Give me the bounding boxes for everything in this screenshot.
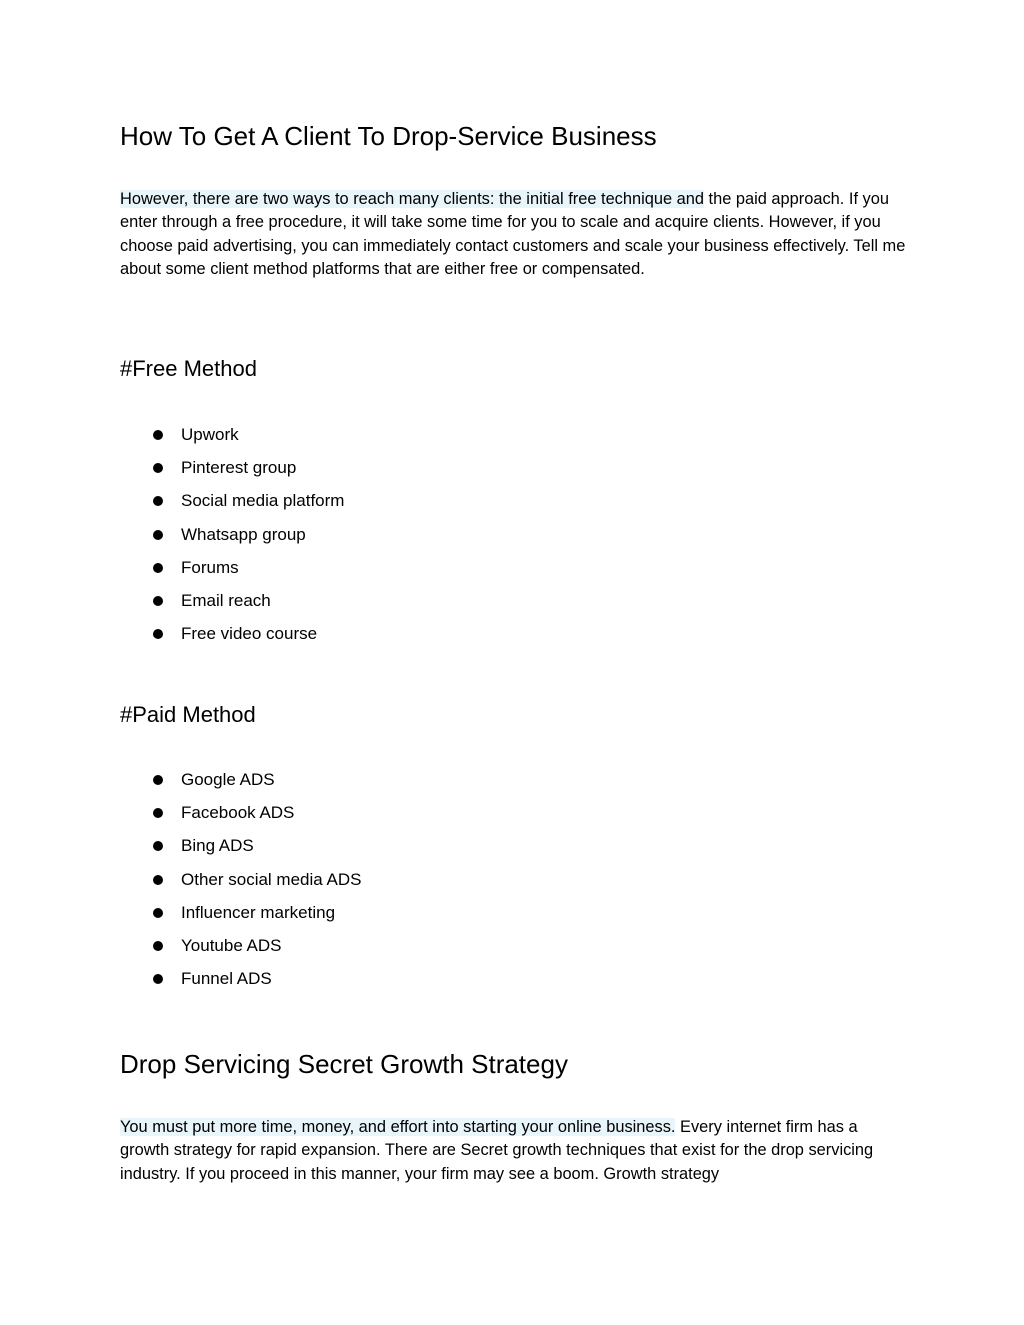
list-item-label: Forums [181, 557, 239, 577]
list-item-label: Upwork [181, 425, 239, 444]
list-item-label: Facebook ADS [181, 803, 295, 823]
intro-paragraph [120, 188, 910, 281]
paid-method-heading: #Paid Method [120, 702, 256, 727]
bullet-icon [153, 430, 163, 440]
bullet-icon [153, 629, 163, 639]
bullet-icon [153, 530, 163, 540]
section-title-get-client: How To Get A Client To Drop-Service Business [120, 121, 657, 151]
list-item-label: Email reach [181, 590, 271, 610]
highlighted-text: However, there are two ways to reach many clients: the initial free technique and [120, 190, 704, 208]
bullet-icon [153, 775, 163, 785]
growth-paragraph [120, 1116, 910, 1186]
bullet-icon [153, 875, 163, 885]
highlighted-text: You must put more time, money, and effort into starting your online business. [120, 1118, 676, 1136]
bullet-icon [153, 974, 163, 984]
list-item-label: Social media platform [181, 491, 345, 511]
bullet-icon [153, 808, 163, 818]
bullet-icon [153, 841, 163, 851]
list-item-label: Google ADS [181, 770, 275, 789]
list-item-label: Pinterest group [181, 458, 297, 478]
list-item-label: Bing ADS [181, 836, 254, 856]
list-item-label: Youtube ADS [181, 935, 282, 955]
list-item-label: Other social media ADS [181, 869, 362, 889]
bullet-icon [153, 941, 163, 951]
list-item-label: Free video course [181, 624, 318, 644]
list-item-label: Influencer marketing [181, 902, 336, 922]
bullet-icon [153, 496, 163, 506]
list-item-label: Whatsapp group [181, 524, 306, 544]
section-title-growth-strategy: Drop Servicing Secret Growth Strategy [120, 1049, 568, 1079]
paragraph-text: Every internet firm has a growth strategy for rapid expansion. There are Secret growth techniques that exist for the drop servicing industry. If you proceed in this manner, your firm may see a boom. Growth strategy [120, 1118, 874, 1183]
bullet-icon [153, 563, 163, 573]
bullet-icon [153, 908, 163, 918]
list-item-label: Funnel ADS [181, 969, 272, 989]
bullet-icon [153, 596, 163, 606]
paragraph-text: the paid approach. If you enter through a free procedure, it will take some time for you to scale and acquire clients. However, if you choose paid advertising, you can immediately contact customers and scale your business effectively. Tell me about some client method platforms that are either free or compensated. [120, 190, 906, 278]
free-method-heading: #Free Method [120, 356, 257, 381]
bullet-icon [153, 463, 163, 473]
